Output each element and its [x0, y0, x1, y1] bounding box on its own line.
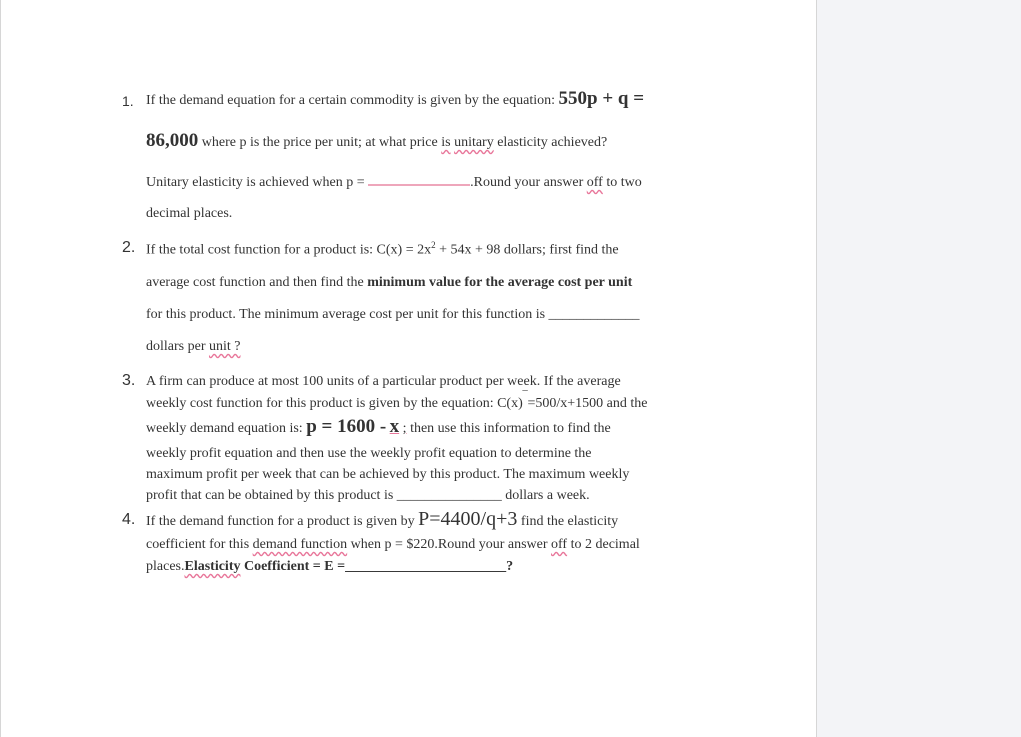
q3-equation: p = 1600 -: [306, 416, 387, 437]
answer-blank[interactable]: [368, 174, 470, 186]
q4-line-1: [146, 508, 618, 531]
q3-line-5: maximum profit per week that can be achieved by this product. The maximum weekly: [146, 467, 630, 482]
q1-number: 1.: [122, 93, 134, 109]
q1-equation-cont: 86,000: [146, 130, 199, 151]
q3-line-1: A firm can produce at most 100 units of a particular product per week. If the average: [146, 374, 621, 389]
right-panel: [817, 0, 1021, 737]
q2-line-4: [146, 339, 240, 355]
q4-line-2: [146, 537, 640, 553]
q4-bold-text: Coefficient = E =_______________________?: [243, 559, 514, 574]
q3-text: then use this information to find the: [410, 421, 611, 436]
q2-text: average cost function and then find the: [146, 275, 364, 290]
q4-text: to 2 decimal: [570, 537, 640, 552]
q4-text: places.: [146, 559, 185, 574]
q1-line-2: [146, 130, 607, 152]
q1-text: If the demand equation for a certain commodity is given by the equation:: [146, 93, 555, 108]
q2-text: dollars per: [146, 339, 206, 354]
q1-text: to two: [606, 175, 642, 190]
q1-line-4: decimal places.: [146, 206, 233, 221]
q2-line-1: [146, 240, 619, 259]
bar-mark: ‾: [522, 390, 528, 405]
spellcheck-word[interactable]: unit ?: [208, 339, 241, 354]
q2-text: + 54x + 98 dollars; first find the: [439, 242, 619, 258]
q3-line-2: [146, 390, 648, 412]
q4-line-3: [146, 559, 513, 575]
q2-line-2: [146, 275, 632, 291]
q1-text: elasticity achieved?: [497, 135, 608, 150]
spellcheck-word[interactable]: unitary: [454, 135, 494, 150]
q2-text: If the total cost function for a product is: C(x) = 2x: [146, 242, 432, 258]
spellcheck-word[interactable]: off: [586, 175, 603, 190]
q1-text: where p is the price per unit; at what price: [201, 135, 438, 150]
spellcheck-word[interactable]: demand function: [252, 537, 348, 552]
q1-line-3: [146, 174, 642, 191]
q2-number: 2.: [122, 239, 136, 256]
q3-line-4: weekly profit equation and then use the weekly profit equation to determine the: [146, 446, 592, 461]
q2-line-3: for this product. The minimum average cost per unit for this function is _____________: [146, 307, 640, 322]
q3-line-6: profit that can be obtained by this product is _______________ dollars a week.: [146, 488, 590, 503]
q3-line-3: [146, 416, 611, 438]
q1-equation: 550p + q =: [558, 88, 645, 109]
q3-semicolon: ;: [402, 421, 407, 436]
q1-line-1: [146, 88, 644, 110]
spellcheck-word[interactable]: off: [551, 537, 568, 552]
q4-text: coefficient for this: [146, 537, 250, 552]
q3-text: =500/x+1500 and the: [527, 396, 648, 411]
exponent: 2: [431, 240, 436, 250]
q1-text: Unitary elasticity is achieved when p =: [146, 175, 365, 190]
q4-text: If the demand function for a product is given by: [146, 514, 415, 529]
q2-bold-text: minimum value for the average cost per unit: [367, 275, 633, 290]
spellcheck-word[interactable]: is: [441, 135, 451, 150]
q3-text: weekly demand equation is:: [146, 421, 303, 436]
q3-equation-x: x: [389, 416, 400, 437]
q4-text: when p = $220.Round your answer: [350, 537, 548, 552]
spellcheck-word[interactable]: Elasticity: [184, 559, 241, 574]
q3-text: weekly cost function for this product is given by the equation: C(x): [146, 396, 523, 411]
q1-text: .Round your answer: [470, 175, 584, 190]
q4-equation: P=4400/q+3: [418, 508, 518, 530]
q3-number: 3.: [122, 372, 136, 389]
q4-number: 4.: [122, 511, 136, 528]
q4-text: find the elasticity: [520, 514, 619, 529]
